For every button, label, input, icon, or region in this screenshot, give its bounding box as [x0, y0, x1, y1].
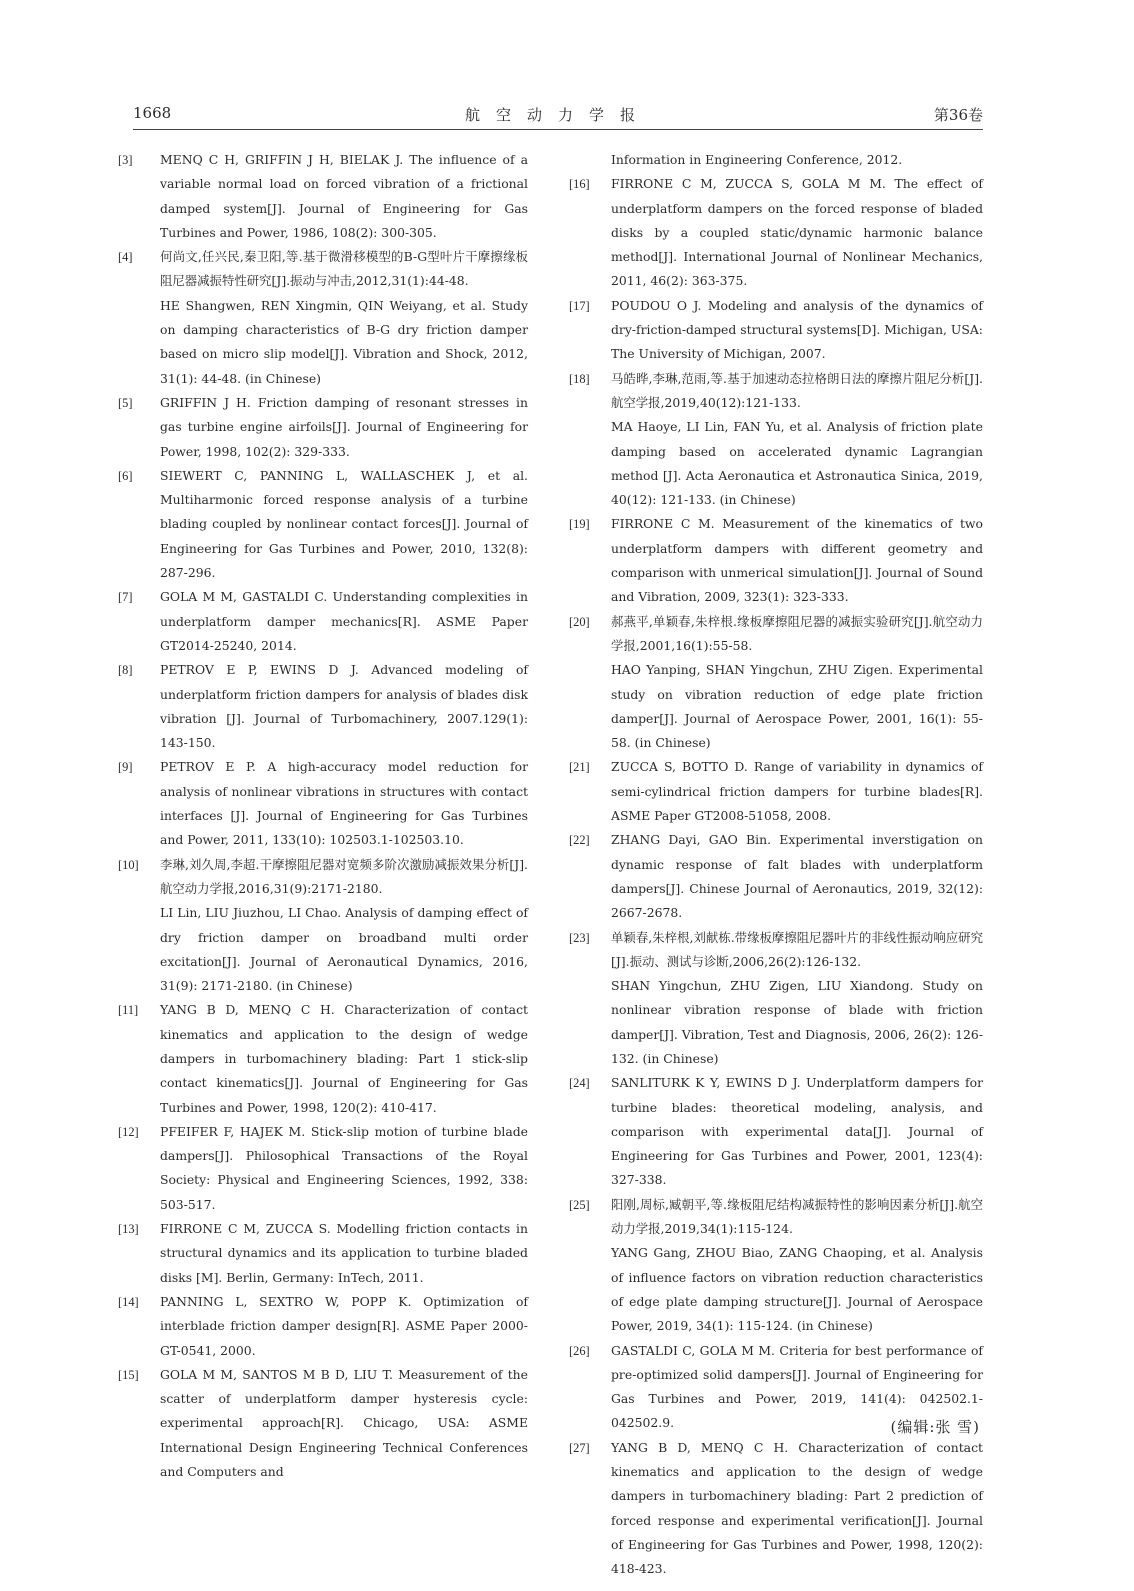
- reference-number: [3]: [118, 153, 133, 167]
- reference-text: ZHANG Dayi, GAO Bin. Experimental inverstigation on dynamic response of falt blades with underplatform dampers[J]. Chinese Journal of Aeronautics, 2019, 32(12): 2667-2678.: [611, 832, 983, 921]
- reference-entry: [118, 1217, 528, 1290]
- page-number: 1668: [133, 104, 172, 122]
- editor-note: (编辑:张 雪): [890, 1418, 980, 1436]
- reference-entry: [118, 658, 528, 755]
- reference-column-left: [118, 148, 528, 1484]
- reference-text: GOLA M M, GASTALDI C. Understanding complexities in underplatform damper mechanics[R]. ASME Paper GT2014-25240, 2014.: [160, 589, 528, 653]
- reference-number: [22]: [569, 833, 590, 848]
- reference-number: [23]: [569, 930, 590, 945]
- reference-number: [15]: [118, 1367, 139, 1382]
- reference-text: PETROV E P. A high-accuracy model reduction for analysis of nonlinear vibrations in structures with contact interfaces [J]. Journal of Engineering for Gas Turbines and Power, 2011, 133(10): 102503.1-102503.10.: [160, 759, 528, 848]
- reference-number: [6]: [118, 468, 133, 483]
- reference-text: PANNING L, SEXTRO W, POPP K. Optimization of interblade friction damper design[R]. ASME Paper 2000-GT-0541, 2000.: [160, 1293, 528, 1358]
- reference-text: GOLA M M, SANTOS M B D, LIU T. Measurement of the scatter of underplatform damper hysteresis cycle: experimental approach[R]. Chicago, USA: ASME International Design Engineering Technical Conferences and Computers and: [160, 1366, 528, 1480]
- reference-number: [16]: [569, 177, 590, 192]
- reference-entry: [569, 294, 983, 367]
- reference-number: [21]: [569, 760, 590, 775]
- reference-text: 李琳,刘久周,李超.干摩擦阻尼器对宽频多阶次激励减振效果分析[J].航空动力学报,2016,31(9):2171-2180.: [160, 856, 528, 896]
- reference-number: [24]: [569, 1076, 590, 1091]
- reference-text-english: HE Shangwen, REN Xingmin, QIN Weiyang, et al. Study on damping characteristics of B-G dry friction damper based on micro slip model[J]. Vibration and Shock, 2012, 31(1): 44-48. (in Chinese): [160, 297, 528, 386]
- reference-text: 郝燕平,单颖春,朱梓根.缘板摩擦阻尼器的减振实验研究[J].航空动力学报,2001,16(1):55-58.: [611, 613, 983, 653]
- reference-number: [25]: [569, 1197, 590, 1212]
- reference-entry: [569, 1071, 983, 1192]
- reference-number: [10]: [118, 857, 139, 872]
- reference-entry: [569, 610, 983, 756]
- reference-text: GASTALDI C, GOLA M M. Criteria for best performance of pre-optimized solid dampers[J]. Journal of Engineering for Gas Turbines and Power, 2019, 141(4): 042502.1-042502.9.: [611, 1342, 983, 1431]
- reference-text: 马皓晔,李琳,范雨,等.基于加速动态拉格朗日法的摩擦片阻尼分析[J].航空学报,2019,40(12):121-133.: [611, 370, 983, 410]
- running-header: [133, 104, 983, 128]
- reference-entry: [569, 926, 983, 1072]
- reference-entry: [118, 464, 528, 585]
- reference-column-right: [569, 148, 983, 1582]
- reference-text: 阳刚,周标,臧朝平,等.缘板阻尼结构减振特性的影响因素分析[J].航空动力学报,2019,34(1):115-124.: [611, 1196, 983, 1237]
- volume-label: 第36卷: [933, 106, 983, 124]
- reference-number: [5]: [118, 395, 133, 410]
- reference-entry: [569, 172, 983, 293]
- reference-text: YANG B D, MENQ C H. Characterization of contact kinematics and application to the design of wedge dampers in turbomachinery blading: Part 2 prediction of forced response and experimental verification[J]. Journal of Engineering for Gas Turbines and Power, 1998, 120(2): 418-423.: [611, 1439, 983, 1577]
- reference-text: 单颖春,朱梓根,刘献栋.带缘板摩擦阻尼器叶片的非线性振动响应研究[J].振动、测试与诊断,2006,26(2):126-132.: [611, 929, 983, 969]
- reference-number: [26]: [569, 1343, 590, 1358]
- reference-entry: [569, 1436, 983, 1582]
- reference-entry: [118, 853, 528, 999]
- reference-entry: [118, 585, 528, 658]
- reference-entry: [118, 998, 528, 1119]
- reference-text: GRIFFIN J H. Friction damping of resonant stresses in gas turbine engine airfoils[J]. Journal of Engineering for Power, 1998, 102(2): 329-333.: [160, 394, 528, 459]
- reference-entry: [118, 755, 528, 852]
- header-rule: [133, 129, 983, 130]
- reference-entry: [118, 1120, 528, 1217]
- reference-text: Information in Engineering Conference, 2012.: [611, 152, 903, 167]
- reference-number: [18]: [569, 371, 590, 386]
- reference-text: YANG B D, MENQ C H. Characterization of contact kinematics and application to the design of wedge dampers in turbomachinery blading: Part 1 stick-slip contact kinematics[J]. Journal of Engineering for Gas Turbines and Power, 1998, 120(2): 410-417.: [160, 1002, 528, 1115]
- reference-text-english: YANG Gang, ZHOU Biao, ZANG Chaoping, et al. Analysis of influence factors on vibration reduction characteristics of edge plate damping structure[J]. Journal of Aerospace Power, 2019, 34(1): 115-124. (in Chinese): [611, 1245, 983, 1334]
- reference-text-english: SHAN Yingchun, ZHU Zigen, LIU Xiandong. Study on nonlinear vibration response of blade with friction damper[J]. Vibration, Test and Diagnosis, 2006, 26(2): 126-132. (in Chinese): [611, 978, 984, 1066]
- reference-number: [4]: [118, 250, 133, 265]
- reference-number: [13]: [118, 1222, 139, 1237]
- reference-text: PFEIFER F, HAJEK M. Stick-slip motion of turbine blade dampers[J]. Philosophical Transactions of the Royal Society: Physical and Engineering Sciences, 1992, 338: 503-517.: [160, 1123, 528, 1212]
- reference-entry: [569, 367, 983, 513]
- reference-number: [19]: [569, 517, 590, 532]
- reference-number: [9]: [118, 760, 133, 775]
- reference-text: MENQ C H, GRIFFIN J H, BIELAK J. The influence of a variable normal load on forced vibration of a frictional damped system[J]. Journal of Engineering for Gas Turbines and Power, 1986, 108(2): 300-305.: [160, 152, 528, 240]
- reference-number: [11]: [118, 1003, 139, 1018]
- reference-text: ZUCCA S, BOTTO D. Range of variability in dynamics of semi-cylindrical friction dampers for turbine blades[R]. ASME Paper GT2008-51058, 2008.: [611, 759, 983, 824]
- reference-text: SIEWERT C, PANNING L, WALLASCHEK J, et al. Multiharmonic forced response analysis of a turbine blading coupled by nonlinear contact forces[J]. Journal of Engineering for Gas Turbines and Power, 2010, 132(8): 287-296.: [160, 467, 528, 581]
- reference-entry: [569, 1193, 983, 1339]
- reference-number: [17]: [569, 298, 590, 313]
- reference-text: 何尚文,任兴民,秦卫阳,等.基于微滑移模型的B-G型叶片干摩擦缘板阻尼器减振特性研究[J].振动与冲击,2012,31(1):44-48.: [160, 249, 528, 289]
- reference-number: [27]: [569, 1440, 590, 1455]
- journal-title: 航空动力学报: [464, 106, 651, 124]
- reference-entry: [118, 391, 528, 464]
- reference-text: FIRRONE C M, ZUCCA S. Modelling friction contacts in structural dynamics and its application to turbine bladed disks [M]. Berlin, Germany: InTech, 2011.: [160, 1221, 528, 1285]
- reference-text-english: HAO Yanping, SHAN Yingchun, ZHU Zigen. Experimental study on vibration reduction of edge plate friction damper[J]. Journal of Aerospace Power, 2001, 16(1): 55-58. (in Chinese): [611, 662, 983, 751]
- reference-entry: [118, 1363, 528, 1484]
- reference-text-english: LI Lin, LIU Jiuzhou, LI Chao. Analysis of damping effect of dry friction damper on broadband multi order excitation[J]. Journal of Aeronautical Dynamics, 2016, 31(9): 2171-2180. (in Chinese): [160, 905, 528, 994]
- reference-entry: [569, 512, 983, 609]
- reference-text: FIRRONE C M, ZUCCA S, GOLA M M. The effect of underplatform dampers on the forced response of bladed disks by a coupled static/dynamic harmonic balance method[J]. International Journal of Nonlinear Mechanics, 2011, 46(2): 363-375.: [611, 176, 983, 289]
- reference-number: [20]: [569, 614, 590, 629]
- reference-number: [8]: [118, 663, 133, 678]
- reference-entry: [118, 245, 528, 391]
- reference-text: POUDOU O J. Modeling and analysis of the dynamics of dry-friction-damped structural systems[D]. Michigan, USA: The University of Michigan, 2007.: [611, 297, 983, 362]
- reference-entry: [569, 148, 983, 172]
- reference-entry: [569, 755, 983, 828]
- reference-entry: [569, 828, 983, 925]
- reference-number: [7]: [118, 590, 133, 605]
- reference-number: [12]: [118, 1124, 139, 1139]
- reference-text: PETROV E P, EWINS D J. Advanced modeling of underplatform friction dampers for analysis of blades disk vibration [J]. Journal of Turbomachinery, 2007.129(1): 143-150.: [160, 662, 528, 751]
- reference-text: SANLITURK K Y, EWINS D J. Underplatform dampers for turbine blades: theoretical modeling, analysis, and comparison with experimental data[J]. Journal of Engineering for Gas Turbines and Power, 2001, 123(4): 327-338.: [611, 1075, 983, 1188]
- reference-entry: [118, 148, 528, 245]
- reference-text-english: MA Haoye, LI Lin, FAN Yu, et al. Analysis of friction plate damping based on accelerated dynamic Lagrangian method [J]. Acta Aeronautica et Astronautica Sinica, 2019, 40(12): 121-133. (in Chinese): [611, 419, 983, 508]
- reference-number: [14]: [118, 1294, 139, 1309]
- reference-entry: [118, 1290, 528, 1363]
- reference-text: FIRRONE C M. Measurement of the kinematics of two underplatform dampers with different geometry and comparison with unmerical simulation[J]. Journal of Sound and Vibration, 2009, 323(1): 323-333.: [611, 516, 983, 605]
